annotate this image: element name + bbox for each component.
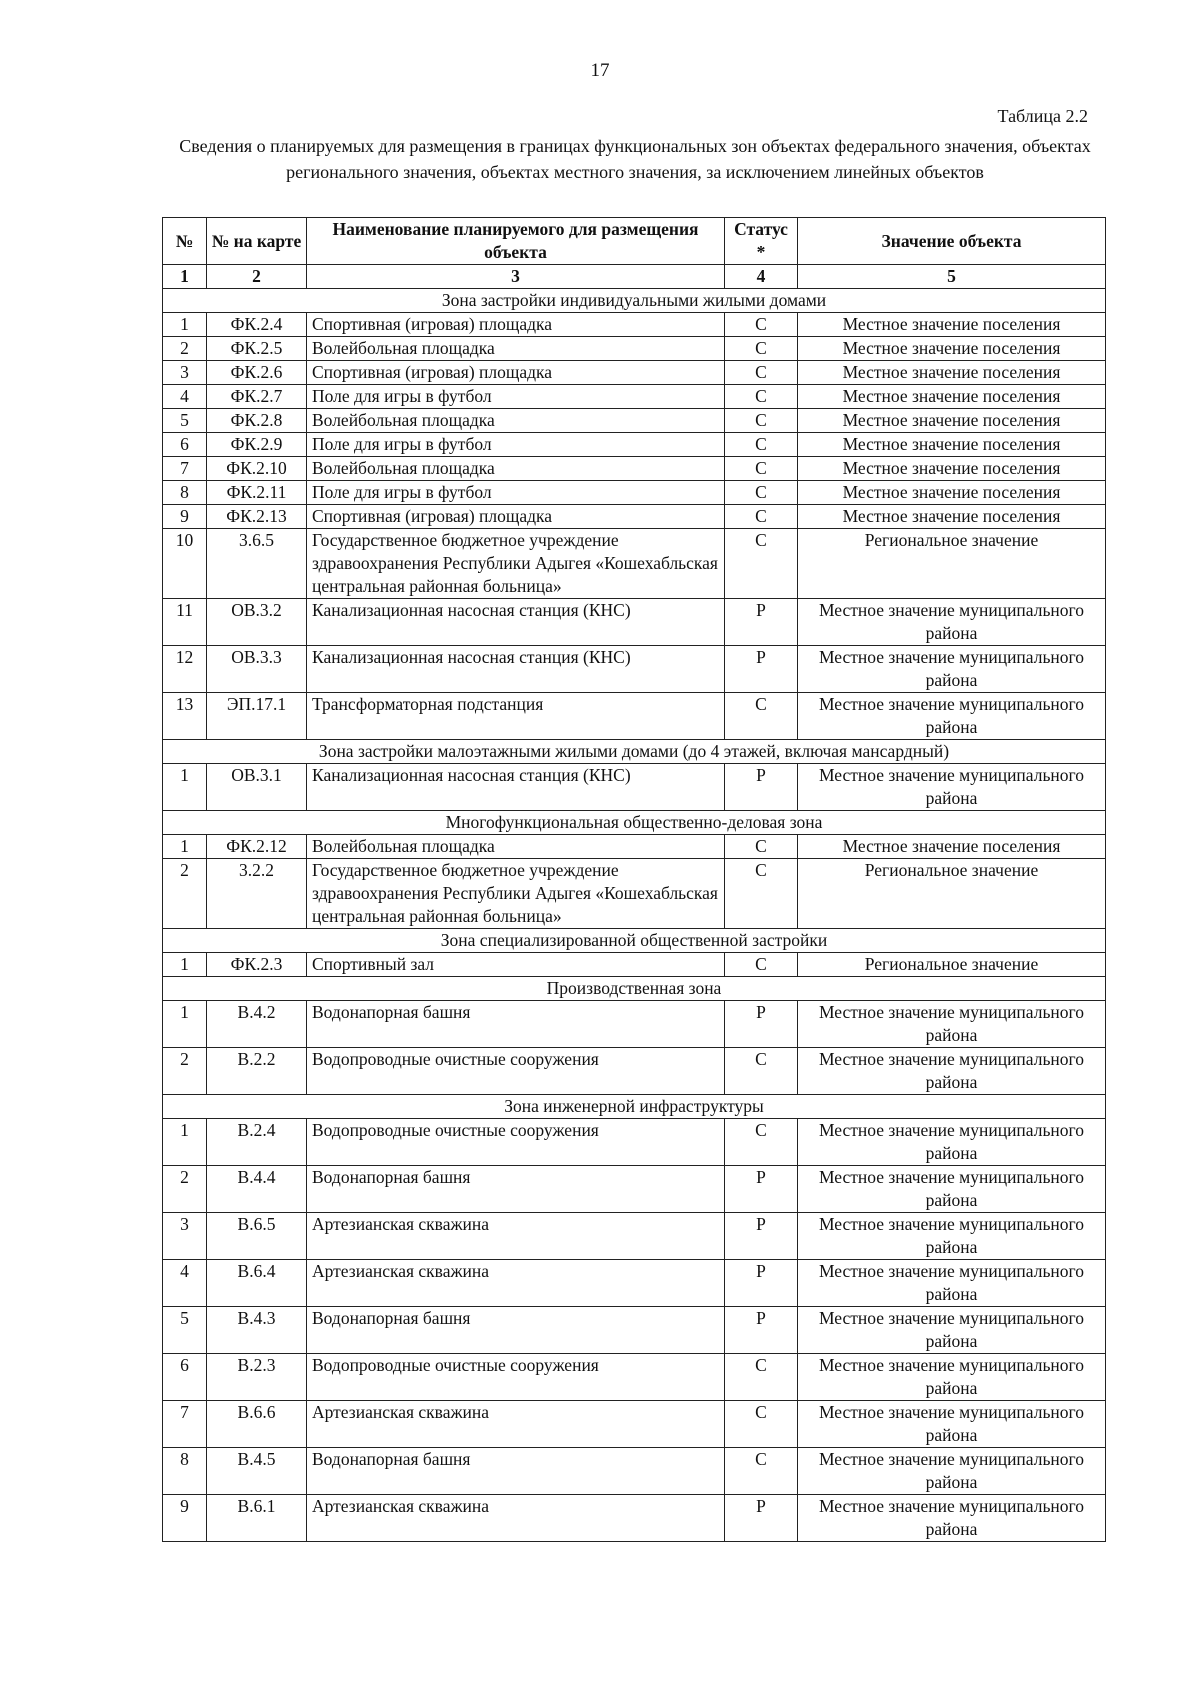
column-number: 4: [725, 265, 798, 289]
object-name: Артезианская скважина: [307, 1260, 725, 1307]
object-value: Местное значение муниципального района: [798, 693, 1106, 740]
table-row: [163, 1048, 1106, 1095]
map-number: В.2.3: [207, 1354, 307, 1401]
object-name: Спортивная (игровая) площадка: [307, 505, 725, 529]
table-row: [163, 835, 1106, 859]
zone-title: Зона инженерной инфраструктуры: [163, 1095, 1106, 1119]
header-num: №: [163, 218, 207, 265]
table-body: [163, 289, 1106, 1542]
row-number: 8: [163, 1448, 207, 1495]
header-row: [163, 218, 1106, 265]
row-number: 6: [163, 1354, 207, 1401]
object-name: Поле для игры в футбол: [307, 481, 725, 505]
header-name: Наименование планируемого для размещения объекта: [307, 218, 725, 265]
object-status: С: [725, 361, 798, 385]
object-value: Местное значение поселения: [798, 505, 1106, 529]
map-number: ФК.2.10: [207, 457, 307, 481]
table-row: [163, 764, 1106, 811]
object-value: Местное значение поселения: [798, 409, 1106, 433]
object-value: Местное значение поселения: [798, 337, 1106, 361]
column-number: 3: [307, 265, 725, 289]
row-number: 4: [163, 1260, 207, 1307]
row-number: 7: [163, 1401, 207, 1448]
object-value: Местное значение муниципального района: [798, 1307, 1106, 1354]
table-row: [163, 457, 1106, 481]
map-number: ОВ.3.2: [207, 599, 307, 646]
object-status: С: [725, 505, 798, 529]
map-number: ФК.2.8: [207, 409, 307, 433]
object-status: С: [725, 481, 798, 505]
table-row: [163, 1495, 1106, 1542]
table-row: [163, 529, 1106, 599]
object-status: С: [725, 1048, 798, 1095]
map-number: В.4.5: [207, 1448, 307, 1495]
table-row: [163, 433, 1106, 457]
zone-header-row: [163, 977, 1106, 1001]
object-status: С: [725, 409, 798, 433]
row-number: 13: [163, 693, 207, 740]
object-name: Государственное бюджетное учреждение здравоохранения Республики Адыгея «Кошехабльская центральная районная больница»: [307, 859, 725, 929]
object-name: Волейбольная площадка: [307, 409, 725, 433]
object-name: Поле для игры в футбол: [307, 433, 725, 457]
row-number: 3: [163, 1213, 207, 1260]
object-value: Местное значение муниципального района: [798, 599, 1106, 646]
table-row: [163, 646, 1106, 693]
object-value: Местное значение муниципального района: [798, 1166, 1106, 1213]
zone-header-row: [163, 811, 1106, 835]
table-row: [163, 505, 1106, 529]
map-number: ОВ.3.1: [207, 764, 307, 811]
object-name: Спортивная (игровая) площадка: [307, 313, 725, 337]
row-number: 4: [163, 385, 207, 409]
object-value: Местное значение муниципального района: [798, 1495, 1106, 1542]
row-number: 1: [163, 764, 207, 811]
table-row: [163, 1119, 1106, 1166]
object-value: Местное значение муниципального района: [798, 1354, 1106, 1401]
object-name: Волейбольная площадка: [307, 337, 725, 361]
header-map: № на карте: [207, 218, 307, 265]
row-number: 1: [163, 1001, 207, 1048]
object-value: Местное значение поселения: [798, 385, 1106, 409]
zone-title: Производственная зона: [163, 977, 1106, 1001]
object-value: Местное значение муниципального района: [798, 1048, 1106, 1095]
table-label: Таблица 2.2: [997, 106, 1088, 126]
object-value: Местное значение муниципального района: [798, 1001, 1106, 1048]
table-row: [163, 409, 1106, 433]
object-name: Волейбольная площадка: [307, 457, 725, 481]
object-name: Артезианская скважина: [307, 1213, 725, 1260]
map-number: ЭП.17.1: [207, 693, 307, 740]
row-number: 5: [163, 1307, 207, 1354]
map-number: В.2.4: [207, 1119, 307, 1166]
column-number-row: [163, 265, 1106, 289]
map-number: ФК.2.6: [207, 361, 307, 385]
object-value: Региональное значение: [798, 529, 1106, 599]
zone-title: Зона специализированной общественной застройки: [163, 929, 1106, 953]
object-status: Р: [725, 1213, 798, 1260]
object-status: Р: [725, 646, 798, 693]
object-status: Р: [725, 1166, 798, 1213]
object-value: Местное значение поселения: [798, 361, 1106, 385]
column-number: 5: [798, 265, 1106, 289]
row-number: 2: [163, 337, 207, 361]
object-status: С: [725, 385, 798, 409]
object-status: С: [725, 693, 798, 740]
table-caption: Сведения о планируемых для размещения в границах функциональных зон объектах федерального значения, объектах регионального значения, объектах местного значения, за исключением линейных объектов: [179, 136, 1091, 182]
map-number: 3.6.5: [207, 529, 307, 599]
table-row: [163, 1213, 1106, 1260]
object-status: Р: [725, 764, 798, 811]
object-value: Региональное значение: [798, 953, 1106, 977]
object-status: С: [725, 953, 798, 977]
object-value: Региональное значение: [798, 859, 1106, 929]
row-number: 2: [163, 1048, 207, 1095]
map-number: ОВ.3.3: [207, 646, 307, 693]
object-status: С: [725, 1354, 798, 1401]
map-number: В.6.5: [207, 1213, 307, 1260]
zone-header-row: [163, 740, 1106, 764]
table-row: [163, 1354, 1106, 1401]
map-number: ФК.2.7: [207, 385, 307, 409]
object-status: С: [725, 337, 798, 361]
table-row: [163, 1307, 1106, 1354]
map-number: В.6.1: [207, 1495, 307, 1542]
object-value: Местное значение поселения: [798, 313, 1106, 337]
row-number: 5: [163, 409, 207, 433]
column-number: 2: [207, 265, 307, 289]
object-name: Канализационная насосная станция (КНС): [307, 646, 725, 693]
zone-title: Многофункциональная общественно-деловая зона: [163, 811, 1106, 835]
table-row: [163, 1166, 1106, 1213]
object-value: Местное значение муниципального района: [798, 1260, 1106, 1307]
row-number: 1: [163, 1119, 207, 1166]
object-value: Местное значение муниципального района: [798, 1448, 1106, 1495]
table-row: [163, 953, 1106, 977]
object-value: Местное значение муниципального района: [798, 764, 1106, 811]
map-number: В.4.4: [207, 1166, 307, 1213]
table-row: [163, 859, 1106, 929]
object-name: Водонапорная башня: [307, 1166, 725, 1213]
object-name: Государственное бюджетное учреждение здравоохранения Республики Адыгея «Кошехабльская центральная районная больница»: [307, 529, 725, 599]
object-name: Волейбольная площадка: [307, 835, 725, 859]
row-number: 8: [163, 481, 207, 505]
column-number: 1: [163, 265, 207, 289]
object-name: Водопроводные очистные сооружения: [307, 1048, 725, 1095]
zone-header-row: [163, 1095, 1106, 1119]
map-number: В.4.2: [207, 1001, 307, 1048]
object-value: Местное значение поселения: [798, 457, 1106, 481]
map-number: 3.2.2: [207, 859, 307, 929]
header-value: Значение объекта: [798, 218, 1106, 265]
zone-header-row: [163, 929, 1106, 953]
row-number: 1: [163, 953, 207, 977]
map-number: ФК.2.3: [207, 953, 307, 977]
table-row: [163, 1401, 1106, 1448]
row-number: 6: [163, 433, 207, 457]
object-status: С: [725, 457, 798, 481]
row-number: 12: [163, 646, 207, 693]
object-value: Местное значение муниципального района: [798, 1213, 1106, 1260]
object-value: Местное значение поселения: [798, 835, 1106, 859]
object-status: Р: [725, 1260, 798, 1307]
page-number: 17: [590, 60, 610, 81]
object-status: Р: [725, 1307, 798, 1354]
object-status: С: [725, 859, 798, 929]
row-number: 3: [163, 361, 207, 385]
table-row: [163, 599, 1106, 646]
map-number: В.6.6: [207, 1401, 307, 1448]
object-value: Местное значение муниципального района: [798, 1119, 1106, 1166]
table-row: [163, 385, 1106, 409]
table-row: [163, 481, 1106, 505]
object-value: Местное значение поселения: [798, 433, 1106, 457]
map-number: ФК.2.13: [207, 505, 307, 529]
table-row: [163, 337, 1106, 361]
row-number: 10: [163, 529, 207, 599]
zone-title: Зона застройки малоэтажными жилыми домами (до 4 этажей, включая мансардный): [163, 740, 1106, 764]
zone-header-row: [163, 289, 1106, 313]
table-row: [163, 693, 1106, 740]
object-status: С: [725, 313, 798, 337]
map-number: ФК.2.11: [207, 481, 307, 505]
map-number: В.4.3: [207, 1307, 307, 1354]
object-name: Водонапорная башня: [307, 1448, 725, 1495]
object-status: Р: [725, 599, 798, 646]
row-number: 11: [163, 599, 207, 646]
object-status: С: [725, 835, 798, 859]
object-status: С: [725, 529, 798, 599]
object-name: Водопроводные очистные сооружения: [307, 1119, 725, 1166]
map-number: В.2.2: [207, 1048, 307, 1095]
map-number: ФК.2.12: [207, 835, 307, 859]
object-name: Водопроводные очистные сооружения: [307, 1354, 725, 1401]
header-status: Статус *: [725, 218, 798, 265]
row-number: 1: [163, 835, 207, 859]
object-name: Поле для игры в футбол: [307, 385, 725, 409]
object-name: Спортивный зал: [307, 953, 725, 977]
map-number: ФК.2.4: [207, 313, 307, 337]
object-name: Спортивная (игровая) площадка: [307, 361, 725, 385]
object-name: Канализационная насосная станция (КНС): [307, 764, 725, 811]
table-row: [163, 313, 1106, 337]
row-number: 2: [163, 1166, 207, 1213]
map-number: ФК.2.5: [207, 337, 307, 361]
object-name: Канализационная насосная станция (КНС): [307, 599, 725, 646]
objects-table: [162, 217, 1106, 1542]
object-value: Местное значение муниципального района: [798, 1401, 1106, 1448]
object-name: Артезианская скважина: [307, 1401, 725, 1448]
object-status: С: [725, 1448, 798, 1495]
object-status: Р: [725, 1001, 798, 1048]
object-name: Водонапорная башня: [307, 1307, 725, 1354]
object-status: Р: [725, 1495, 798, 1542]
object-name: Артезианская скважина: [307, 1495, 725, 1542]
row-number: 7: [163, 457, 207, 481]
zone-title: Зона застройки индивидуальными жилыми домами: [163, 289, 1106, 313]
object-value: Местное значение поселения: [798, 481, 1106, 505]
row-number: 9: [163, 505, 207, 529]
row-number: 2: [163, 859, 207, 929]
row-number: 9: [163, 1495, 207, 1542]
table-row: [163, 1448, 1106, 1495]
object-status: С: [725, 433, 798, 457]
table-row: [163, 361, 1106, 385]
table-row: [163, 1001, 1106, 1048]
object-status: С: [725, 1401, 798, 1448]
row-number: 1: [163, 313, 207, 337]
object-name: Трансформаторная подстанция: [307, 693, 725, 740]
object-value: Местное значение муниципального района: [798, 646, 1106, 693]
object-name: Водонапорная башня: [307, 1001, 725, 1048]
map-number: ФК.2.9: [207, 433, 307, 457]
object-status: С: [725, 1119, 798, 1166]
table-row: [163, 1260, 1106, 1307]
map-number: В.6.4: [207, 1260, 307, 1307]
